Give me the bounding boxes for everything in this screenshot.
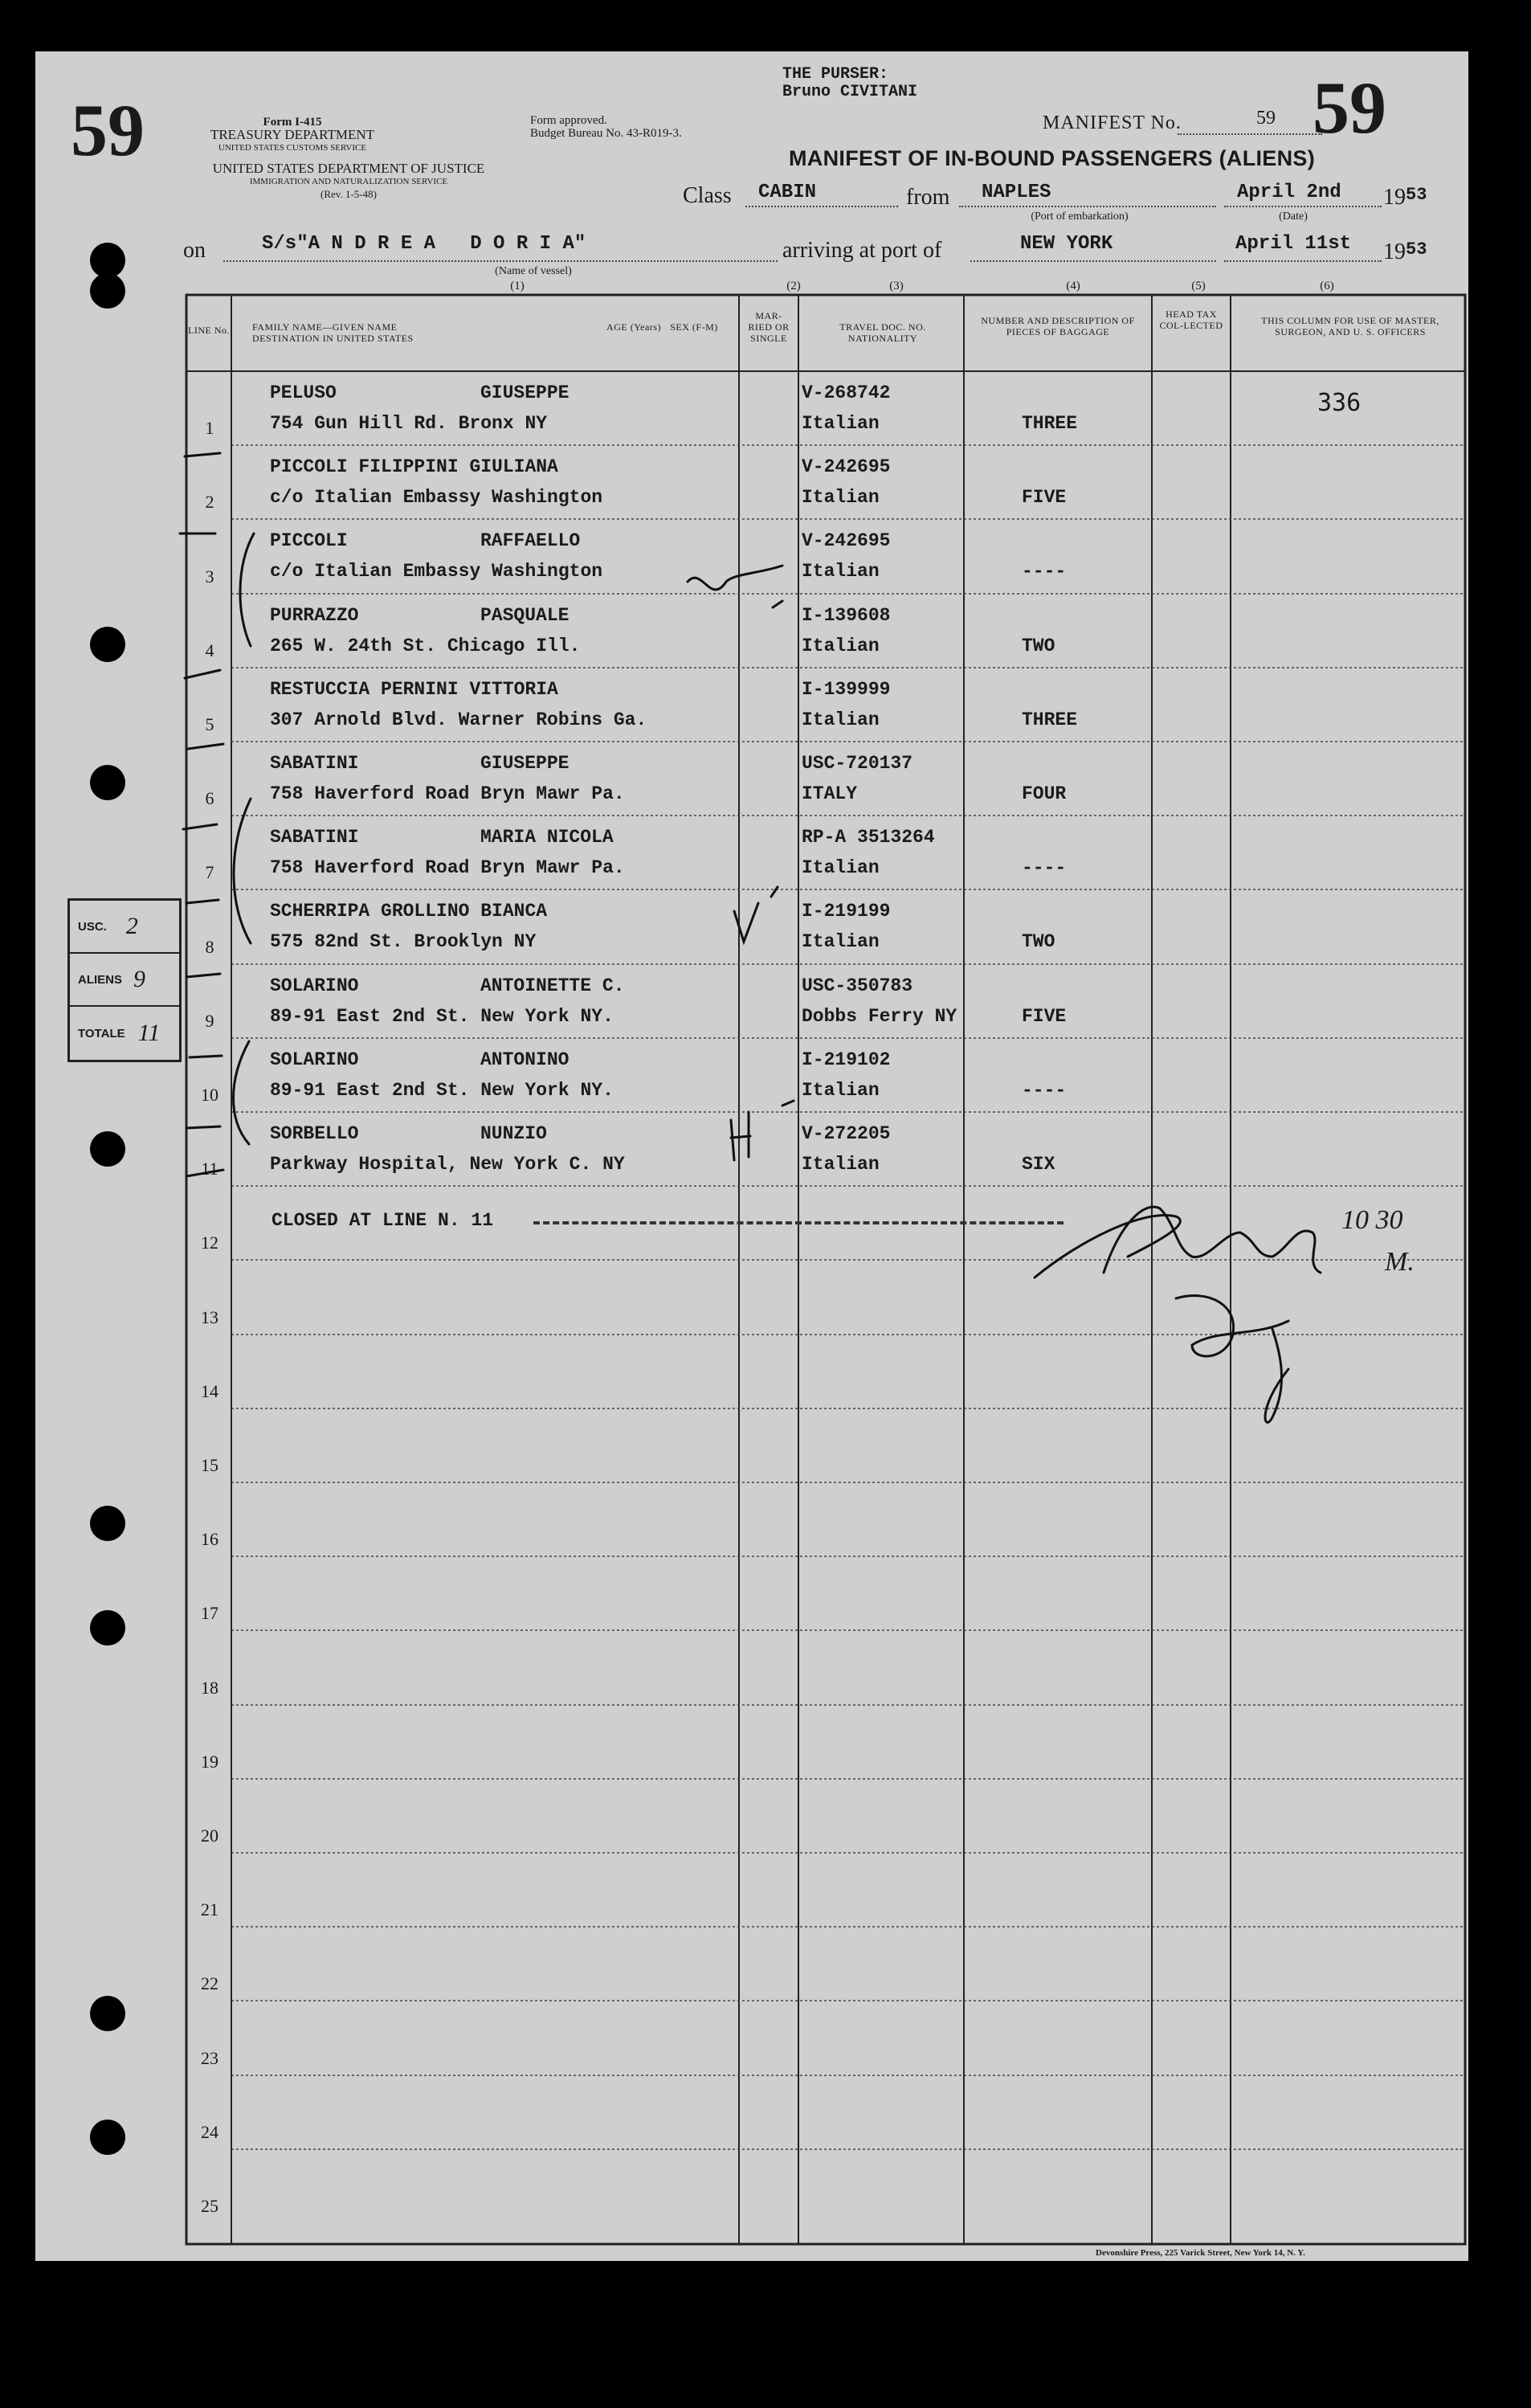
row-travel-doc: V-272205 <box>802 1123 891 1144</box>
row-travel-doc: V-242695 <box>802 456 891 477</box>
tally-usc-label: USC. <box>78 919 107 934</box>
tally-total-label: TOTALE <box>78 1026 125 1040</box>
vessel-caption: (Name of vessel) <box>495 265 572 277</box>
row-destination: c/o Italian Embassy Washington <box>270 561 603 582</box>
row-family-name: PURRAZZO <box>270 605 359 626</box>
printer-imprint: Devonshire Press, 225 Varick Street, New York 14, N. Y. <box>1096 2248 1305 2258</box>
line-number: 21 <box>201 1899 218 1919</box>
manifest-label: MANIFEST No. <box>1043 112 1182 133</box>
row-family-name: PELUSO <box>270 382 337 403</box>
line-number: 9 <box>205 1011 214 1031</box>
col-number-3: (3) <box>889 280 904 292</box>
arrival-year-suffix: 53 <box>1406 239 1427 260</box>
col-number-5: (5) <box>1191 280 1206 292</box>
row-baggage: FIVE <box>1022 487 1067 508</box>
row-family-name: PICCOLI FILIPPINI GIULIANA <box>270 456 558 477</box>
line-number: 13 <box>201 1307 218 1327</box>
line-number: 11 <box>201 1159 218 1179</box>
line-number: 17 <box>201 1603 218 1623</box>
handwritten-initials: M. <box>1385 1247 1415 1277</box>
tally-total-value: 11 <box>137 1020 161 1046</box>
from-label: from <box>906 185 950 210</box>
row-nationality: Italian <box>802 1154 880 1175</box>
row-travel-doc: RP-A 3513264 <box>802 827 935 848</box>
line-number: 7 <box>205 862 214 882</box>
row-travel-doc: V-268742 <box>802 382 891 403</box>
header-officers: THIS COLUMN FOR USE OF MASTER, SURGEON, AND U. S. OFFICERS <box>1261 315 1439 337</box>
row-baggage: ---- <box>1022 1080 1067 1101</box>
row-family-name: SORBELLO <box>270 1123 359 1144</box>
row-destination: 575 82nd St. Brooklyn NY <box>270 931 537 952</box>
line-number: 25 <box>201 2196 218 2216</box>
row-family-name: RESTUCCIA PERNINI VITTORIA <box>270 679 558 700</box>
row-destination: 758 Haverford Road Bryn Mawr Pa. <box>270 857 625 878</box>
line-number: 20 <box>201 1825 218 1846</box>
row-baggage: SIX <box>1022 1154 1055 1175</box>
row-given-name: MARIA NICOLA <box>480 827 614 848</box>
row-family-name: SABATINI <box>270 753 359 774</box>
row-baggage: TWO <box>1022 931 1055 952</box>
row-nationality: Italian <box>802 636 880 656</box>
header-married: MAR-RIED OR SINGLE <box>748 310 790 344</box>
row-travel-doc: I-219199 <box>802 901 891 922</box>
line-number: 3 <box>205 566 214 587</box>
line-number: 16 <box>201 1529 218 1549</box>
line-number: 6 <box>205 788 214 808</box>
row-baggage: THREE <box>1022 413 1078 434</box>
row-given-name: ANTONINO <box>480 1049 570 1070</box>
header-line-no: LINE No. <box>188 325 230 336</box>
form-number: Form I-415 <box>263 116 322 129</box>
row-nationality: Italian <box>802 709 880 730</box>
on-label: on <box>183 238 206 263</box>
row-nationality: Italian <box>802 561 880 582</box>
row-given-name: NUNZIO <box>480 1123 547 1144</box>
row-travel-doc: I-219102 <box>802 1049 891 1070</box>
row-family-name: SABATINI <box>270 827 359 848</box>
line-number: 23 <box>201 2048 218 2068</box>
row-destination: 754 Gun Hill Rd. Bronx NY <box>270 413 548 434</box>
arriving-label: arriving at port of <box>782 238 942 263</box>
col-number-6: (6) <box>1320 280 1334 292</box>
tally-aliens-label: ALIENS <box>78 972 123 987</box>
row-given-name: ANTOINETTE C. <box>480 975 625 996</box>
closed-text: CLOSED AT LINE N. 11 <box>271 1210 494 1231</box>
col-number-1: (1) <box>510 280 525 292</box>
row-baggage: FOUR <box>1022 783 1067 804</box>
line-number: 22 <box>201 1973 218 1993</box>
corner-number-right: 59 <box>1313 67 1386 149</box>
header-name-destination: DESTINATION IN UNITED STATES <box>252 333 414 344</box>
row-nationality: Dobbs Ferry NY <box>802 1006 957 1027</box>
row-baggage: TWO <box>1022 636 1055 656</box>
purser-line2: Bruno CIVITANI <box>782 83 918 101</box>
form-rev: (Rev. 1-5-48) <box>320 188 377 200</box>
arrival-year-prefix: 19 <box>1383 239 1406 264</box>
line-number: 1 <box>205 418 214 438</box>
row-officer-note: 336 <box>1317 389 1362 417</box>
row-family-name: SOLARINO <box>270 1049 359 1070</box>
line-number: 12 <box>201 1233 218 1253</box>
tally-aliens-value: 9 <box>133 966 146 992</box>
row-nationality: Italian <box>802 487 880 508</box>
header-travel-doc: TRAVEL DOC. NO. NATIONALITY <box>839 321 926 344</box>
row-nationality: Italian <box>802 857 880 878</box>
row-destination: c/o Italian Embassy Washington <box>270 487 603 508</box>
page-title: MANIFEST OF IN-BOUND PASSENGERS (ALIENS) <box>789 146 1316 170</box>
handwritten-time: 10 30 <box>1341 1205 1403 1235</box>
row-given-name: RAFFAELLO <box>480 530 581 551</box>
row-given-name: PASQUALE <box>480 605 570 626</box>
header-baggage: NUMBER AND DESCRIPTION OF PIECES OF BAGGAGE <box>981 315 1135 337</box>
manifest-value: 59 <box>1256 108 1276 129</box>
form-dept: TREASURY DEPARTMENT <box>210 127 375 142</box>
line-number: 15 <box>201 1455 218 1475</box>
line-number: 5 <box>205 714 214 734</box>
departure-date: April 2nd <box>1237 182 1341 203</box>
line-number: 24 <box>201 2122 218 2142</box>
arrival-date: April 11st <box>1235 233 1352 255</box>
line-number: 8 <box>205 937 214 957</box>
header-head-tax: HEAD TAX COL-LECTED <box>1159 309 1223 331</box>
port-caption: (Port of embarkation) <box>1031 211 1129 223</box>
row-family-name: SCHERRIPA GROLLINO BIANCA <box>270 901 548 922</box>
row-baggage: THREE <box>1022 709 1078 730</box>
line-number: 2 <box>205 492 214 512</box>
row-travel-doc: USC-350783 <box>802 975 913 996</box>
row-destination: 89-91 East 2nd St. New York NY. <box>270 1080 614 1101</box>
row-destination: 307 Arnold Blvd. Warner Robins Ga. <box>270 709 647 730</box>
departure-year-suffix: 53 <box>1406 185 1427 205</box>
arrival-port: NEW YORK <box>1020 233 1113 255</box>
handwritten-marks <box>35 51 1468 2261</box>
row-travel-doc: V-242695 <box>802 530 891 551</box>
row-baggage: ---- <box>1022 857 1067 878</box>
row-given-name: GIUSEPPE <box>480 382 570 403</box>
form-ins: IMMIGRATION AND NATURALIZATION SERVICE <box>249 177 448 186</box>
vessel-name: S/s"A N D R E A D O R I A" <box>262 233 586 255</box>
row-nationality: Italian <box>802 931 880 952</box>
row-destination: 89-91 East 2nd St. New York NY. <box>270 1006 614 1027</box>
row-family-name: PICCOLI <box>270 530 348 551</box>
row-destination: 265 W. 24th St. Chicago Ill. <box>270 636 581 656</box>
row-nationality: Italian <box>802 1080 880 1101</box>
row-travel-doc: USC-720137 <box>802 753 913 774</box>
row-nationality: Italian <box>802 413 880 434</box>
line-number: 14 <box>201 1381 218 1401</box>
col-number-4: (4) <box>1066 280 1080 292</box>
form-justice: UNITED STATES DEPARTMENT OF JUSTICE <box>212 161 485 176</box>
form-budget: Budget Bureau No. 43-R019-3. <box>530 127 682 140</box>
purser-line1: THE PURSER: <box>782 65 889 84</box>
corner-number-left: 59 <box>71 89 145 171</box>
tally-usc-value: 2 <box>125 913 138 939</box>
line-number: 10 <box>201 1085 218 1105</box>
header-name-family: FAMILY NAME—GIVEN NAME <box>252 321 398 333</box>
class-label: Class <box>683 183 732 208</box>
from-value: NAPLES <box>982 182 1051 203</box>
form-service: UNITED STATES CUSTOMS SERVICE <box>218 143 367 153</box>
row-travel-doc: I-139608 <box>802 605 891 626</box>
row-destination: Parkway Hospital, New York C. NY <box>270 1154 625 1175</box>
line-number: 19 <box>201 1752 218 1772</box>
form-approved: Form approved. <box>530 114 607 127</box>
row-given-name: GIUSEPPE <box>480 753 570 774</box>
manifest-page <box>35 51 1468 2261</box>
row-baggage: FIVE <box>1022 1006 1067 1027</box>
line-number: 4 <box>205 640 214 660</box>
header-sex: SEX (F-M) <box>670 321 718 333</box>
departure-year-prefix: 19 <box>1383 185 1406 210</box>
line-number: 18 <box>201 1678 218 1698</box>
header-age: AGE (Years) <box>606 321 661 333</box>
date-caption: (Date) <box>1279 211 1308 223</box>
class-value: CABIN <box>758 182 817 203</box>
row-family-name: SOLARINO <box>270 975 359 996</box>
row-travel-doc: I-139999 <box>802 679 891 700</box>
row-baggage: ---- <box>1022 561 1067 582</box>
col-number-2: (2) <box>786 280 801 292</box>
row-destination: 758 Haverford Road Bryn Mawr Pa. <box>270 783 625 804</box>
row-nationality: ITALY <box>802 783 858 804</box>
